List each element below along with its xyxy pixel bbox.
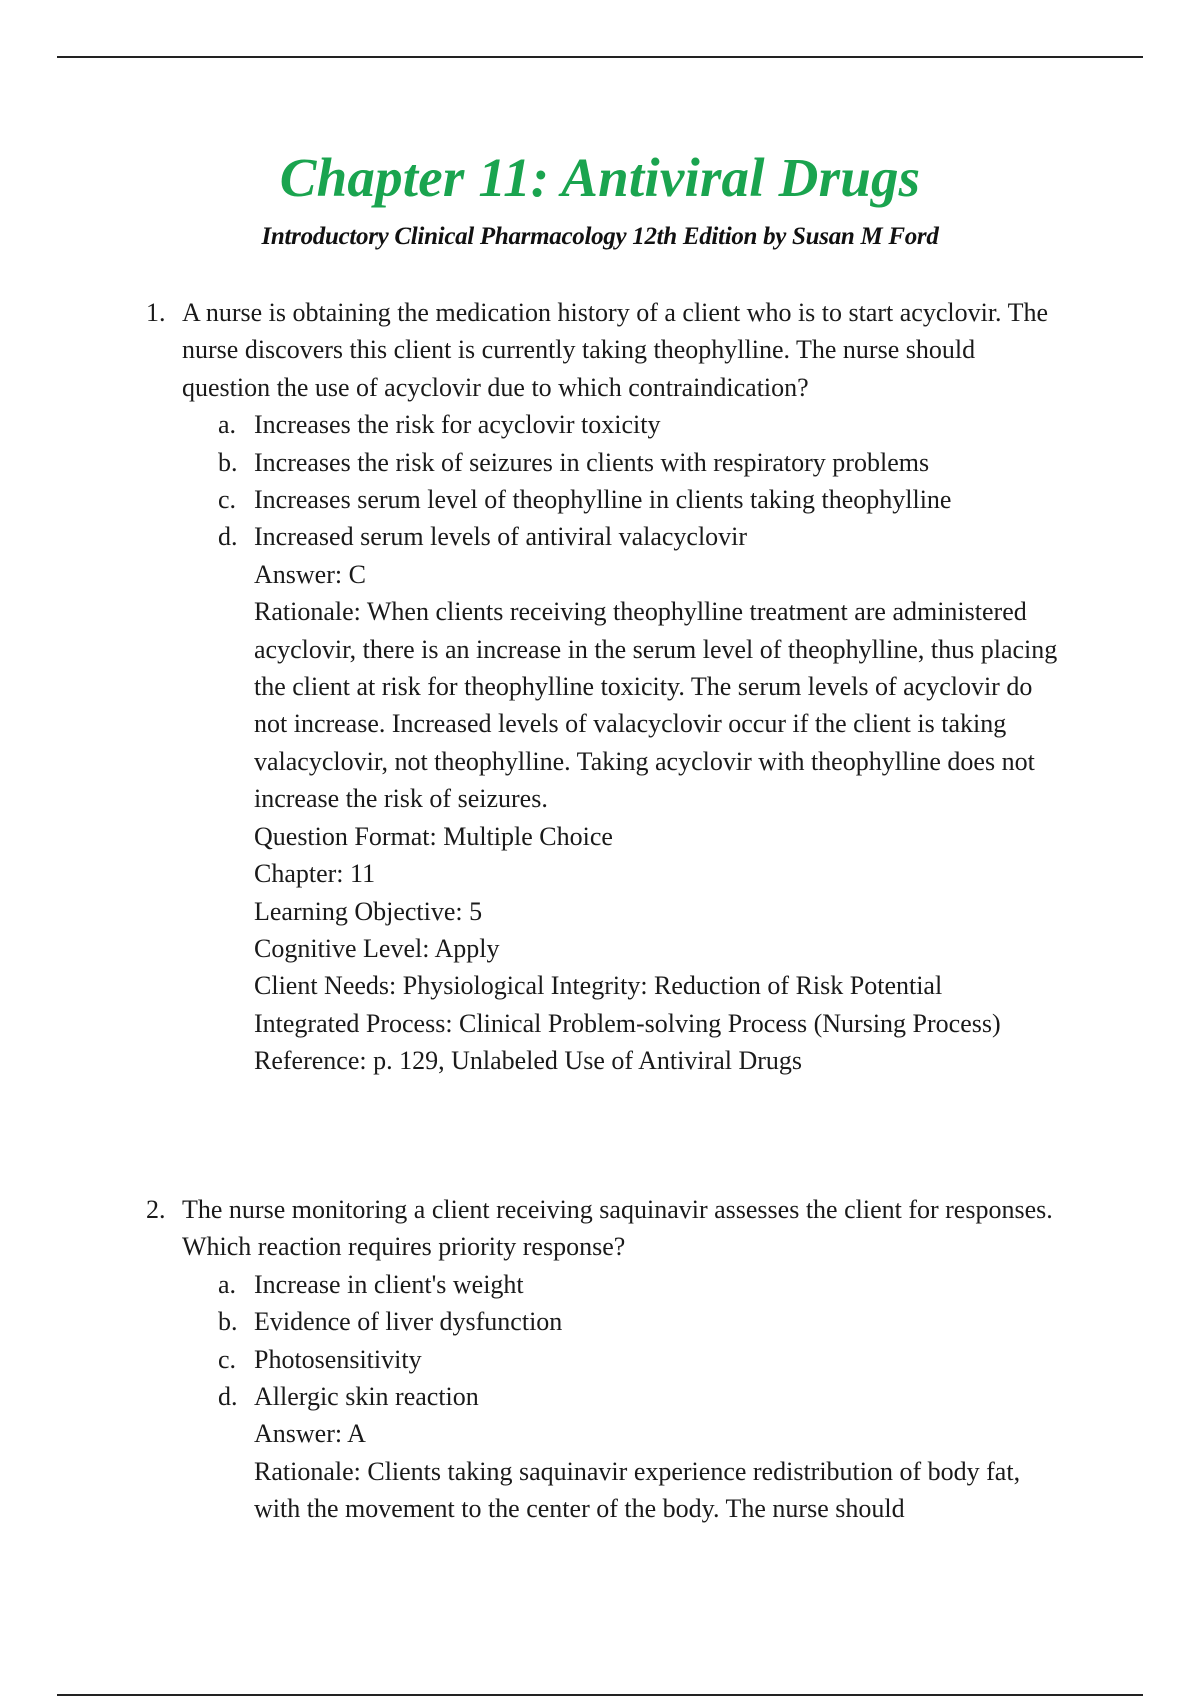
rationale: Rationale: When clients receiving theophylline treatment are administered acyclovir, there is an increase in the serum level of theophylline, thus placing the client at risk for theophylline toxicity. The serum levels of acyclovir do not increase. Increased levels of valacyclovir occur if the client is taking valacyclovir, not theophylline. Taking acyclovir with theophylline does not increase the risk of seizures. bbox=[254, 597, 1058, 814]
option-letter: b. bbox=[218, 447, 238, 477]
option-text: Increases serum level of theophylline in clients taking theophylline bbox=[254, 485, 952, 515]
option-d bbox=[218, 1378, 1106, 1415]
option-letter: a. bbox=[218, 410, 237, 440]
question-number: 1. bbox=[146, 298, 166, 327]
question-1 bbox=[146, 294, 1106, 1080]
question-2 bbox=[146, 1191, 1106, 1528]
cognitive-level: Cognitive Level: Apply bbox=[254, 933, 500, 963]
answer: Answer: C bbox=[254, 559, 366, 589]
client-needs: Client Needs: Physiological Integrity: Reduction of Risk Potential bbox=[254, 971, 943, 1001]
option-c bbox=[218, 481, 1106, 518]
question-1-header bbox=[146, 294, 1106, 406]
option-text: Evidence of liver dysfunction bbox=[254, 1307, 563, 1337]
answer: Answer: A bbox=[254, 1419, 366, 1449]
option-letter: b. bbox=[218, 1307, 238, 1337]
question-2-header bbox=[146, 1191, 1106, 1266]
option-a bbox=[218, 406, 1106, 443]
option-letter: c. bbox=[218, 1344, 237, 1374]
question-details bbox=[254, 1415, 1064, 1527]
question-stem: The nurse monitoring a client receiving saquinavir assesses the client for responses. Which reaction requires priority response? bbox=[182, 1195, 1053, 1262]
option-letter: d. bbox=[218, 1382, 238, 1412]
question-format: Question Format: Multiple Choice bbox=[254, 821, 613, 851]
option-text: Increases the risk for acyclovir toxicity bbox=[254, 410, 661, 440]
options-list bbox=[146, 406, 1106, 556]
learning-objective: Learning Objective: 5 bbox=[254, 896, 483, 926]
page-title: Chapter 11: Antiviral Drugs bbox=[279, 147, 921, 208]
option-letter: a. bbox=[218, 1269, 237, 1299]
option-text: Increase in client's weight bbox=[254, 1269, 524, 1299]
option-text: Allergic skin reaction bbox=[254, 1382, 479, 1412]
question-details bbox=[254, 556, 1064, 1080]
integrated-process: Integrated Process: Clinical Problem-solving Process (Nursing Process) Reference: p. 129, Unlabeled Use of Antiviral Drugs bbox=[254, 1008, 1001, 1076]
option-text: Increased serum levels of antiviral valacyclovir bbox=[254, 522, 748, 552]
page-subtitle: Introductory Clinical Pharmacology 12th Edition by Susan M Ford bbox=[261, 223, 939, 250]
options-list bbox=[146, 1266, 1106, 1416]
option-d bbox=[218, 518, 1106, 555]
option-a bbox=[218, 1266, 1106, 1303]
top-divider bbox=[57, 56, 1143, 58]
question-stem: A nurse is obtaining the medication history of a client who is to start acyclovir. The nurse discovers this client is currently taking theophylline. The nurse should question the use of acyclovir due to which contraindication? bbox=[182, 298, 1049, 402]
rationale: Rationale: Clients taking saquinavir experience redistribution of body fat, with the movement to the center of the body. The nurse should bbox=[254, 1456, 1021, 1524]
option-b bbox=[218, 1303, 1106, 1340]
option-b bbox=[218, 444, 1106, 481]
bottom-divider bbox=[57, 1694, 1143, 1696]
option-text: Photosensitivity bbox=[254, 1344, 422, 1374]
option-letter: c. bbox=[218, 485, 237, 515]
question-number: 2. bbox=[146, 1195, 166, 1224]
option-letter: d. bbox=[218, 522, 238, 552]
option-c bbox=[218, 1341, 1106, 1378]
option-text: Increases the risk of seizures in clients with respiratory problems bbox=[254, 447, 930, 477]
chapter: Chapter: 11 bbox=[254, 859, 376, 889]
